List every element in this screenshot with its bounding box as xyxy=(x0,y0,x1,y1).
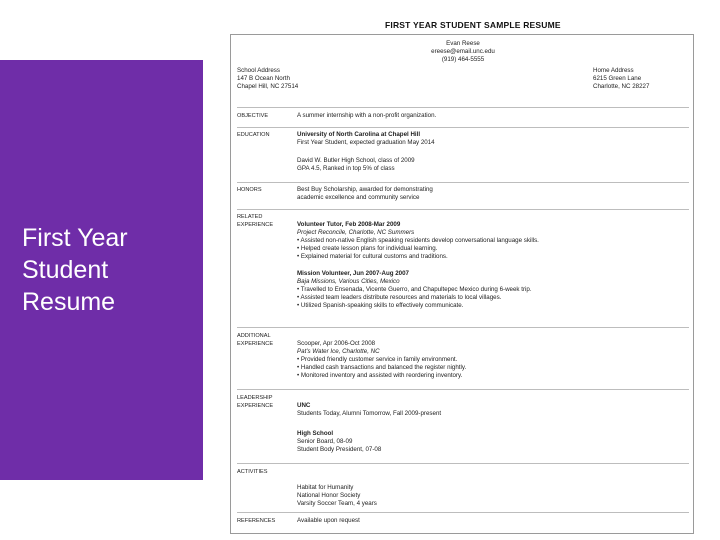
school-address-city: Chapel Hill, NC 27514 xyxy=(237,83,299,90)
references-text: Available upon request xyxy=(297,517,360,524)
home-address-label: Home Address xyxy=(593,67,634,74)
resume-phone: (919) 464-5555 xyxy=(441,56,485,63)
objective-label: OBJECTIVE xyxy=(237,113,269,119)
leadership-line: Student Body President, 07-08 xyxy=(297,446,382,453)
education-label: EDUCATION xyxy=(237,132,270,138)
section-divider xyxy=(237,512,689,513)
honors-line: academic excellence and community service xyxy=(297,194,420,201)
activity-item: Varsity Soccer Team, 4 years xyxy=(297,500,377,507)
section-divider xyxy=(237,463,689,464)
job-bullet: • Provided friendly customer service in family environment. xyxy=(297,356,458,363)
slide-title-line: Resume xyxy=(22,288,116,316)
related-label: EXPERIENCE xyxy=(237,222,274,228)
school-address-label: School Address xyxy=(237,67,280,74)
education-line: First Year Student, expected graduation May 2014 xyxy=(297,139,435,146)
leadership-label: LEADERSHIP xyxy=(237,395,273,401)
leadership-org: UNC xyxy=(297,402,311,409)
job-bullet: • Helped create lesson plans for individual learning. xyxy=(297,245,438,252)
slide-title-line: Student xyxy=(22,256,109,284)
additional-label: EXPERIENCE xyxy=(237,341,274,347)
education-line: David W. Butler High School, class of 2009 xyxy=(297,157,415,164)
resume-email: ereese@email.unc.edu xyxy=(431,48,495,55)
section-divider xyxy=(237,182,689,183)
job-bullet: • Monitored inventory and assisted with reordering inventory. xyxy=(297,372,463,379)
section-divider xyxy=(237,107,689,108)
section-divider xyxy=(237,327,689,328)
resume-heading: FIRST YEAR STUDENT SAMPLE RESUME xyxy=(385,20,561,30)
school-address-street: 147 B Ocean North xyxy=(237,75,290,82)
honors-line: Best Buy Scholarship, awarded for demonstrating xyxy=(297,186,433,193)
resume-name: Evan Reese xyxy=(446,40,480,47)
resume-page xyxy=(230,34,694,534)
job-org: Pat's Water Ice, Charlotte, NC xyxy=(297,348,380,355)
leadership-org: High School xyxy=(297,430,334,437)
honors-label: HONORS xyxy=(237,187,262,193)
job-bullet: • Handled cash transactions and balanced the register nightly. xyxy=(297,364,467,371)
slide-title-line: First Year xyxy=(22,224,128,252)
job-org: Baja Missions, Various Cities, Mexico xyxy=(297,278,400,285)
objective-text: A summer internship with a non-profit organization. xyxy=(297,112,437,119)
job-title: Volunteer Tutor, Feb 2008-Mar 2009 xyxy=(297,221,401,228)
job-bullet: • Travelled to Ensenada, Vicente Guerro, and Chapultepec Mexico during 6-week trip. xyxy=(297,286,532,293)
job-bullet: • Assisted non-native English speaking residents develop conversational language skills. xyxy=(297,237,539,244)
job-bullet: • Utilized Spanish-speaking skills to effectively communicate. xyxy=(297,302,464,309)
section-divider xyxy=(237,389,689,390)
slide-title xyxy=(22,222,197,318)
leadership-line: Senior Board, 08-09 xyxy=(297,438,353,445)
activity-item: National Honor Society xyxy=(297,492,361,499)
home-address-street: 6215 Green Lane xyxy=(593,75,642,82)
leadership-line: Students Today, Alumni Tomorrow, Fall 2009-present xyxy=(297,410,442,417)
job-bullet: • Assisted team leaders distribute resources and materials to local villages. xyxy=(297,294,502,301)
education-line: University of North Carolina at Chapel Hill xyxy=(297,131,421,138)
job-title: Scooper, Apr 2006-Oct 2008 xyxy=(297,340,376,347)
references-label: REFERENCES xyxy=(237,518,276,524)
job-title: Mission Volunteer, Jun 2007-Aug 2007 xyxy=(297,270,409,277)
activity-item: Habitat for Humanity xyxy=(297,484,354,491)
leadership-label: EXPERIENCE xyxy=(237,403,274,409)
job-org: Project Reconcile, Charlotte, NC Summers xyxy=(297,229,415,236)
section-divider xyxy=(237,209,689,210)
activities-label: ACTIVITIES xyxy=(237,469,268,475)
job-bullet: • Explained material for cultural customs and traditions. xyxy=(297,253,448,260)
section-divider xyxy=(237,127,689,128)
education-line: GPA 4.5, Ranked in top 5% of class xyxy=(297,165,395,172)
additional-label: ADDITIONAL xyxy=(237,333,271,339)
home-address-city: Charlotte, NC 28227 xyxy=(593,83,650,90)
related-label: RELATED xyxy=(237,214,263,220)
